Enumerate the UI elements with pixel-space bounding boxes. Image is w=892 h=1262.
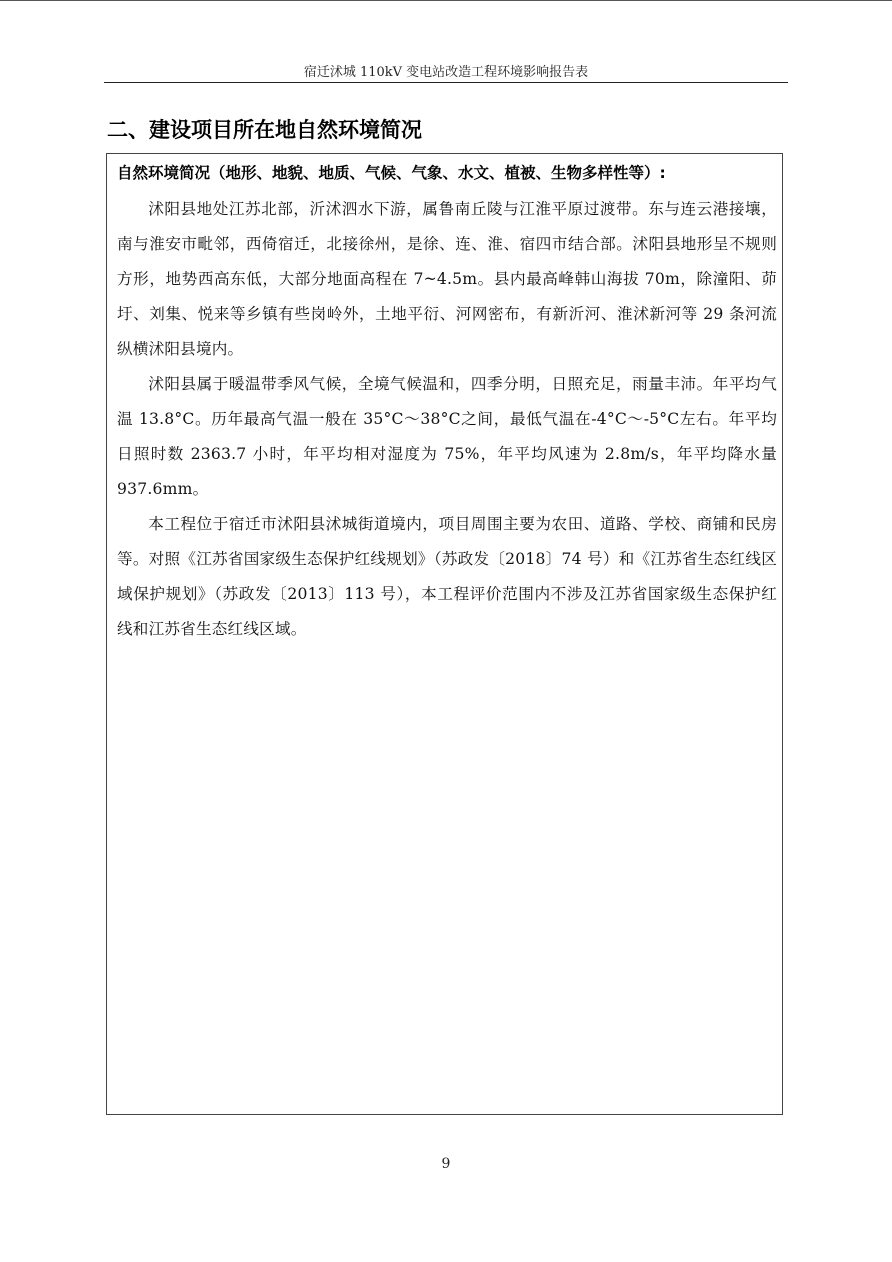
paragraph-location-terrain: 沭阳县地处江苏北部，沂沭泗水下游，属鲁南丘陵与江淮平原过渡带。东与连云港接壤，南与淮安市毗邻，西倚宿迁，北接徐州，是徐、连、淮、宿四市结合部。沭阳县地形呈不规则方形，地势西高东低，大部分地面高程在 7~4.5m。县内最高峰韩山海拔 70m，除潼阳、茆圩、刘集、悦来等乡镇有些岗岭外，土地平衍、河网密布，有新沂河、淮沭新河等 29 条河流纵横沭阳县境内。 bbox=[117, 200, 777, 358]
paragraphs bbox=[117, 192, 777, 647]
page-number: 9 bbox=[441, 1156, 451, 1172]
paragraph-climate: 沭阳县属于暖温带季风气候，全境气候温和，四季分明，日照充足，雨量丰沛。年平均气温 13.8°C。历年最高气温一般在 35°C～38°C之间，最低气温在-4°C～-5°C左右。年平均日照时数 2363.7 小时，年平均相对湿度为 75%，年平均风速为 2.8m/s，年平均降水量 937.6mm。 bbox=[117, 375, 777, 498]
box-heading: 自然环境简况（地形、地貌、地质、气候、气象、水文、植被、生物多样性等）: bbox=[117, 164, 666, 182]
header-rule bbox=[104, 82, 788, 83]
top-page-rule bbox=[0, 0, 892, 1]
running-header: 宿迁沭城 110kV 变电站改造工程环境影响报告表 bbox=[303, 65, 589, 80]
section-title: 二、建设项目所在地自然环境简况 bbox=[107, 118, 422, 142]
paragraph-project-site: 本工程位于宿迁市沭阳县沭城街道境内，项目周围主要为农田、道路、学校、商铺和民房等。对照《江苏省国家级生态保护红线规划》（苏政发〔2018〕74 号）和《江苏省生态红线区域保护规划》（苏政发〔2013〕113 号），本工程评价范围内不涉及江苏省国家级生态保护红线和江苏省生态红线区域。 bbox=[117, 515, 777, 638]
natural-environment-box bbox=[106, 153, 783, 1115]
